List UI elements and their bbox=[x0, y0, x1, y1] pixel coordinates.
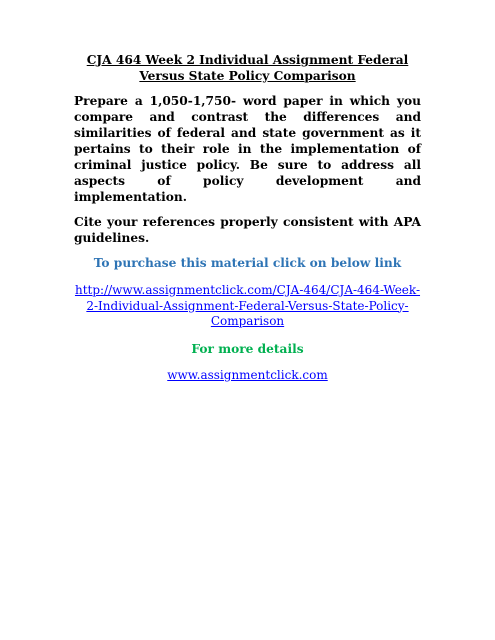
more-details-heading: For more details bbox=[191, 341, 304, 356]
site-link[interactable]: www.assignmentclick.com bbox=[167, 367, 328, 382]
purchase-link-block bbox=[74, 283, 421, 330]
purchase-heading: To purchase this material click on below link bbox=[93, 256, 402, 270]
citation-instruction: Cite your references properly consistent with APA guidelines. bbox=[74, 215, 421, 245]
purchase-link[interactable]: http://www.assignmentclick.com/CJA-464/CJA-464-Week-2-Individual-Assignment-Federal-Versus-State-Policy-Comparison bbox=[74, 283, 421, 328]
site-link-block bbox=[74, 367, 421, 383]
assignment-description: Prepare a 1,050-1,750- word paper in which you compare and contrast the differences and similarities of federal and state government as it pertains to their role in the implementation of criminal justice policy. Be sure to address all aspects of policy development and implementation. bbox=[74, 94, 421, 204]
document-page bbox=[74, 52, 421, 383]
document-title: CJA 464 Week 2 Individual Assignment Federal Versus State Policy Comparison bbox=[86, 53, 409, 83]
